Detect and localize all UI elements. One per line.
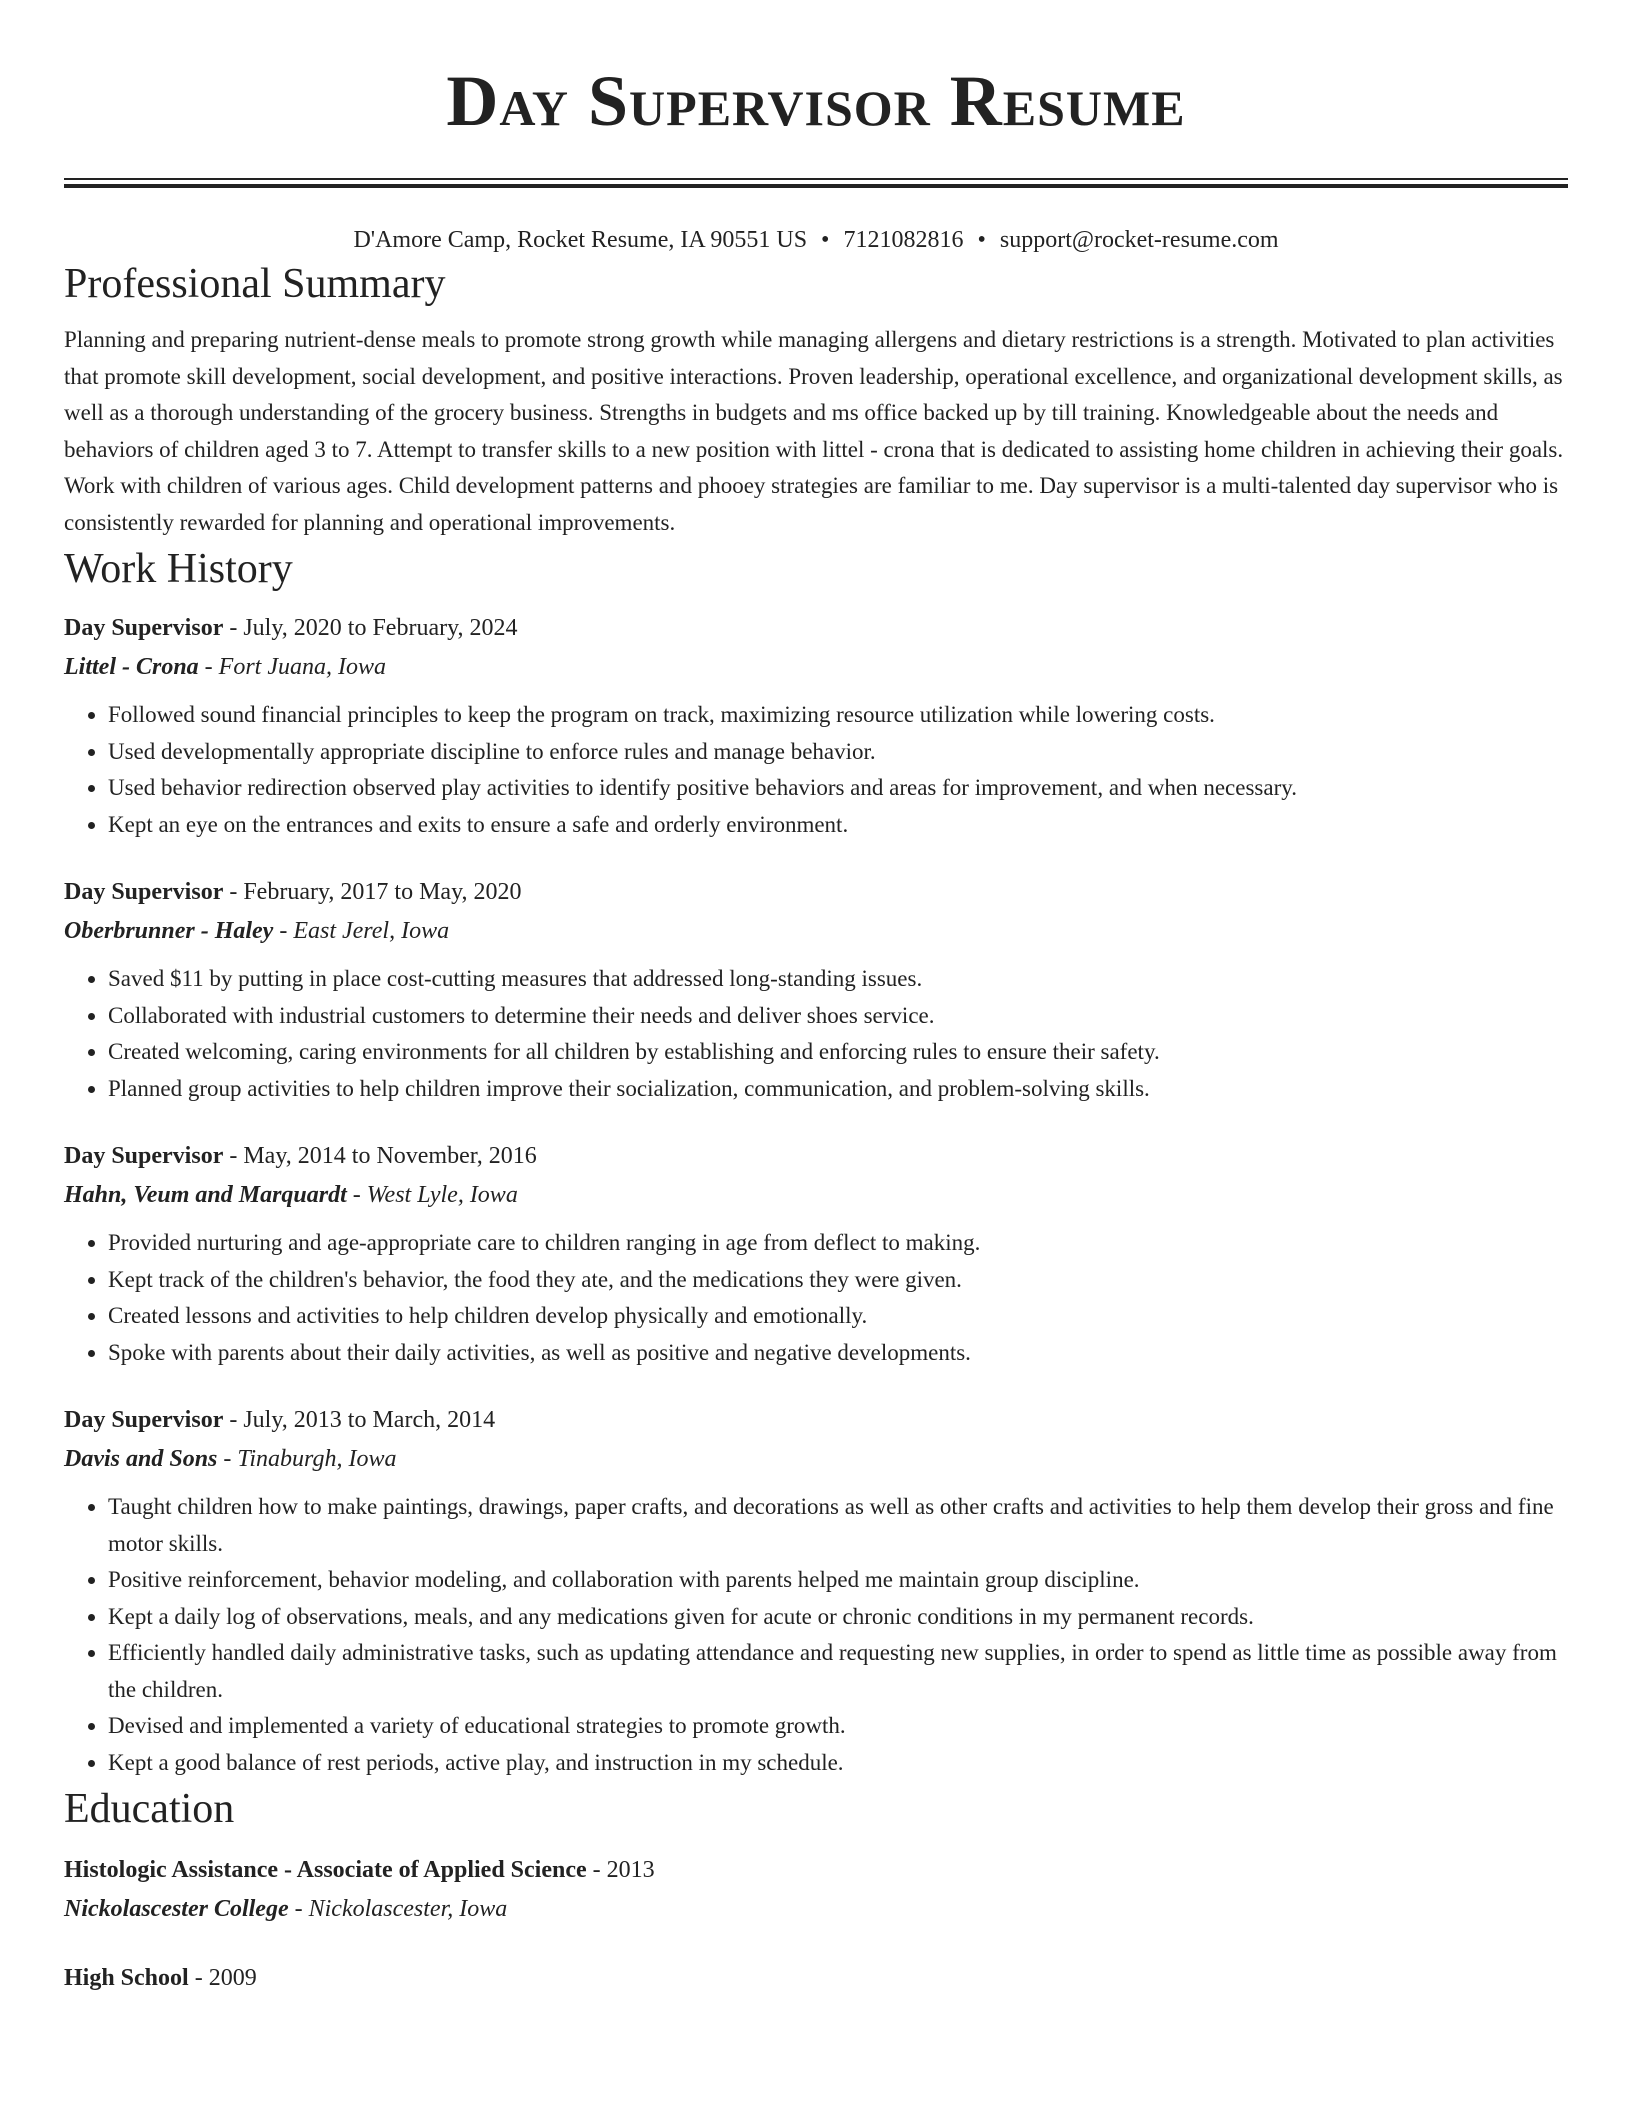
job-bullet: • Kept track of the children's behavior, the food they ate, and the medications they were given. [108, 1262, 1568, 1299]
job-entry [64, 1137, 1568, 1371]
job-location: - West Lyle, Iowa [346, 1182, 518, 1208]
job-location: - East Jerel, Iowa [273, 918, 450, 944]
job-bullet: • Collaborated with industrial customers to determine their needs and deliver shoes service. [108, 998, 1568, 1035]
contact-email: support@rocket-resume.com [999, 227, 1279, 253]
job-bullets [64, 1225, 1568, 1371]
job-dates: - May, 2014 to November, 2016 [223, 1143, 537, 1169]
job-dates: - July, 2020 to February, 2024 [223, 615, 518, 641]
job-bullet: • Used developmentally appropriate discipline to enforce rules and manage behavior. [108, 734, 1568, 771]
job-bullets [64, 697, 1568, 843]
work-history-section [64, 541, 1568, 1781]
job-bullet: • Created lessons and activities to help children develop physically and emotionally. [108, 1298, 1568, 1335]
job-bullet: • Efficiently handled daily administrative tasks, such as updating attendance and requesting new supplies, in order to spend as little time as possible away from the children. [108, 1635, 1568, 1708]
education-year: - 2013 [586, 1857, 655, 1883]
job-role: Day Supervisor [64, 879, 224, 905]
job-title-line [64, 609, 1568, 647]
education-degree: Histologic Assistance - Associate of Applied Science [64, 1857, 587, 1883]
job-location: - Fort Juana, Iowa [198, 654, 386, 680]
contact-separator: • [977, 227, 986, 253]
title-divider [64, 178, 1568, 188]
job-title-line [64, 1401, 1568, 1439]
job-company: Davis and Sons [64, 1446, 218, 1472]
job-bullet: • Kept a daily log of observations, meals, and any medications given for acute or chronic conditions in my permanent records. [108, 1599, 1568, 1636]
job-title-line [64, 1137, 1568, 1175]
section-heading-summary: Professional Summary [64, 261, 446, 307]
job-bullet: • Devised and implemented a variety of educational strategies to promote growth. [108, 1708, 1568, 1745]
education-school: Nickolascester College [64, 1896, 289, 1922]
contact-address: D'Amore Camp, Rocket Resume, IA 90551 US [353, 227, 808, 253]
job-company-line [64, 911, 1568, 951]
job-entry [64, 873, 1568, 1107]
job-bullet: • Taught children how to make paintings, drawings, paper crafts, and decorations as well as other crafts and activities to help them develop their gross and fine motor skills. [108, 1489, 1568, 1562]
job-company-line [64, 1439, 1568, 1479]
education-degree-line [64, 1959, 1568, 1997]
education-location: - Nickolascester, Iowa [288, 1896, 508, 1922]
job-bullets [64, 1489, 1568, 1781]
job-bullets [64, 961, 1568, 1107]
education-degree: High School [64, 1965, 189, 1991]
job-company-line [64, 1175, 1568, 1215]
contact-phone: 7121082816 [843, 227, 964, 253]
job-bullet: • Spoke with parents about their daily activities, as well as positive and negative developments. [108, 1335, 1568, 1372]
job-bullet: • Used behavior redirection observed play activities to identify positive behaviors and areas for improvement, and when necessary. [108, 770, 1568, 807]
job-bullet: • Planned group activities to help children improve their socialization, communication, and problem-solving skills. [108, 1071, 1568, 1108]
job-bullet: • Kept a good balance of rest periods, active play, and instruction in my schedule. [108, 1745, 1568, 1782]
education-year: - 2009 [188, 1965, 257, 1991]
contact-line [64, 224, 1568, 256]
education-entry [64, 1959, 1568, 1997]
job-bullet: • Provided nurturing and age-appropriate care to children ranging in age from deflect to making. [108, 1225, 1568, 1262]
job-bullet: • Followed sound financial principles to keep the program on track, maximizing resource utilization while lowering costs. [108, 697, 1568, 734]
job-company: Hahn, Veum and Marquardt [64, 1182, 347, 1208]
job-entry [64, 1401, 1568, 1781]
job-bullet: • Positive reinforcement, behavior modeling, and collaboration with parents helped me maintain group discipline. [108, 1562, 1568, 1599]
professional-summary-section [64, 256, 1568, 541]
page-title: Day Supervisor Resume [446, 61, 1186, 141]
job-entry [64, 609, 1568, 843]
education-school-line [64, 1889, 1568, 1929]
education-degree-line [64, 1851, 1568, 1889]
job-title-line [64, 873, 1568, 911]
education-section [64, 1781, 1568, 1997]
job-role: Day Supervisor [64, 1143, 224, 1169]
job-company-line [64, 647, 1568, 687]
job-role: Day Supervisor [64, 615, 224, 641]
job-location: - Tinaburgh, Iowa [217, 1446, 397, 1472]
job-bullet: • Saved $11 by putting in place cost-cutting measures that addressed long-standing issues. [108, 961, 1568, 998]
education-entry [64, 1851, 1568, 1929]
section-heading-education: Education [64, 1786, 235, 1832]
job-company: Oberbrunner - Haley [64, 918, 274, 944]
job-company: Littel - Crona [64, 654, 199, 680]
job-bullet: • Created welcoming, caring environments for all children by establishing and enforcing rules to ensure their safety. [108, 1034, 1568, 1071]
contact-separator: • [821, 227, 830, 253]
job-dates: - February, 2017 to May, 2020 [223, 879, 522, 905]
job-bullet: • Kept an eye on the entrances and exits to ensure a safe and orderly environment. [108, 807, 1568, 844]
section-heading-work-history: Work History [64, 546, 293, 592]
job-dates: - July, 2013 to March, 2014 [223, 1407, 496, 1433]
job-role: Day Supervisor [64, 1407, 224, 1433]
summary-text: Planning and preparing nutrient-dense meals to promote strong growth while managing allergens and dietary restrictions is a strength. Motivated to plan activities that promote skill development, social development, and positive interactions. Proven leadership, operational excellence, and organizational development skills, as well as a thorough understanding of the grocery business. Strengths in budgets and ms office backed up by till training. Knowledgeable about the needs and behaviors of children aged 3 to 7. Attempt to transfer skills to a new position with littel - crona that is dedicated to assisting home children in achieving their goals. Work with children of various ages. Child development patterns and phooey strategies are familiar to me. Day supervisor is a multi-talented day supervisor who is consistently rewarded for planning and operational improvements. [64, 327, 1564, 535]
